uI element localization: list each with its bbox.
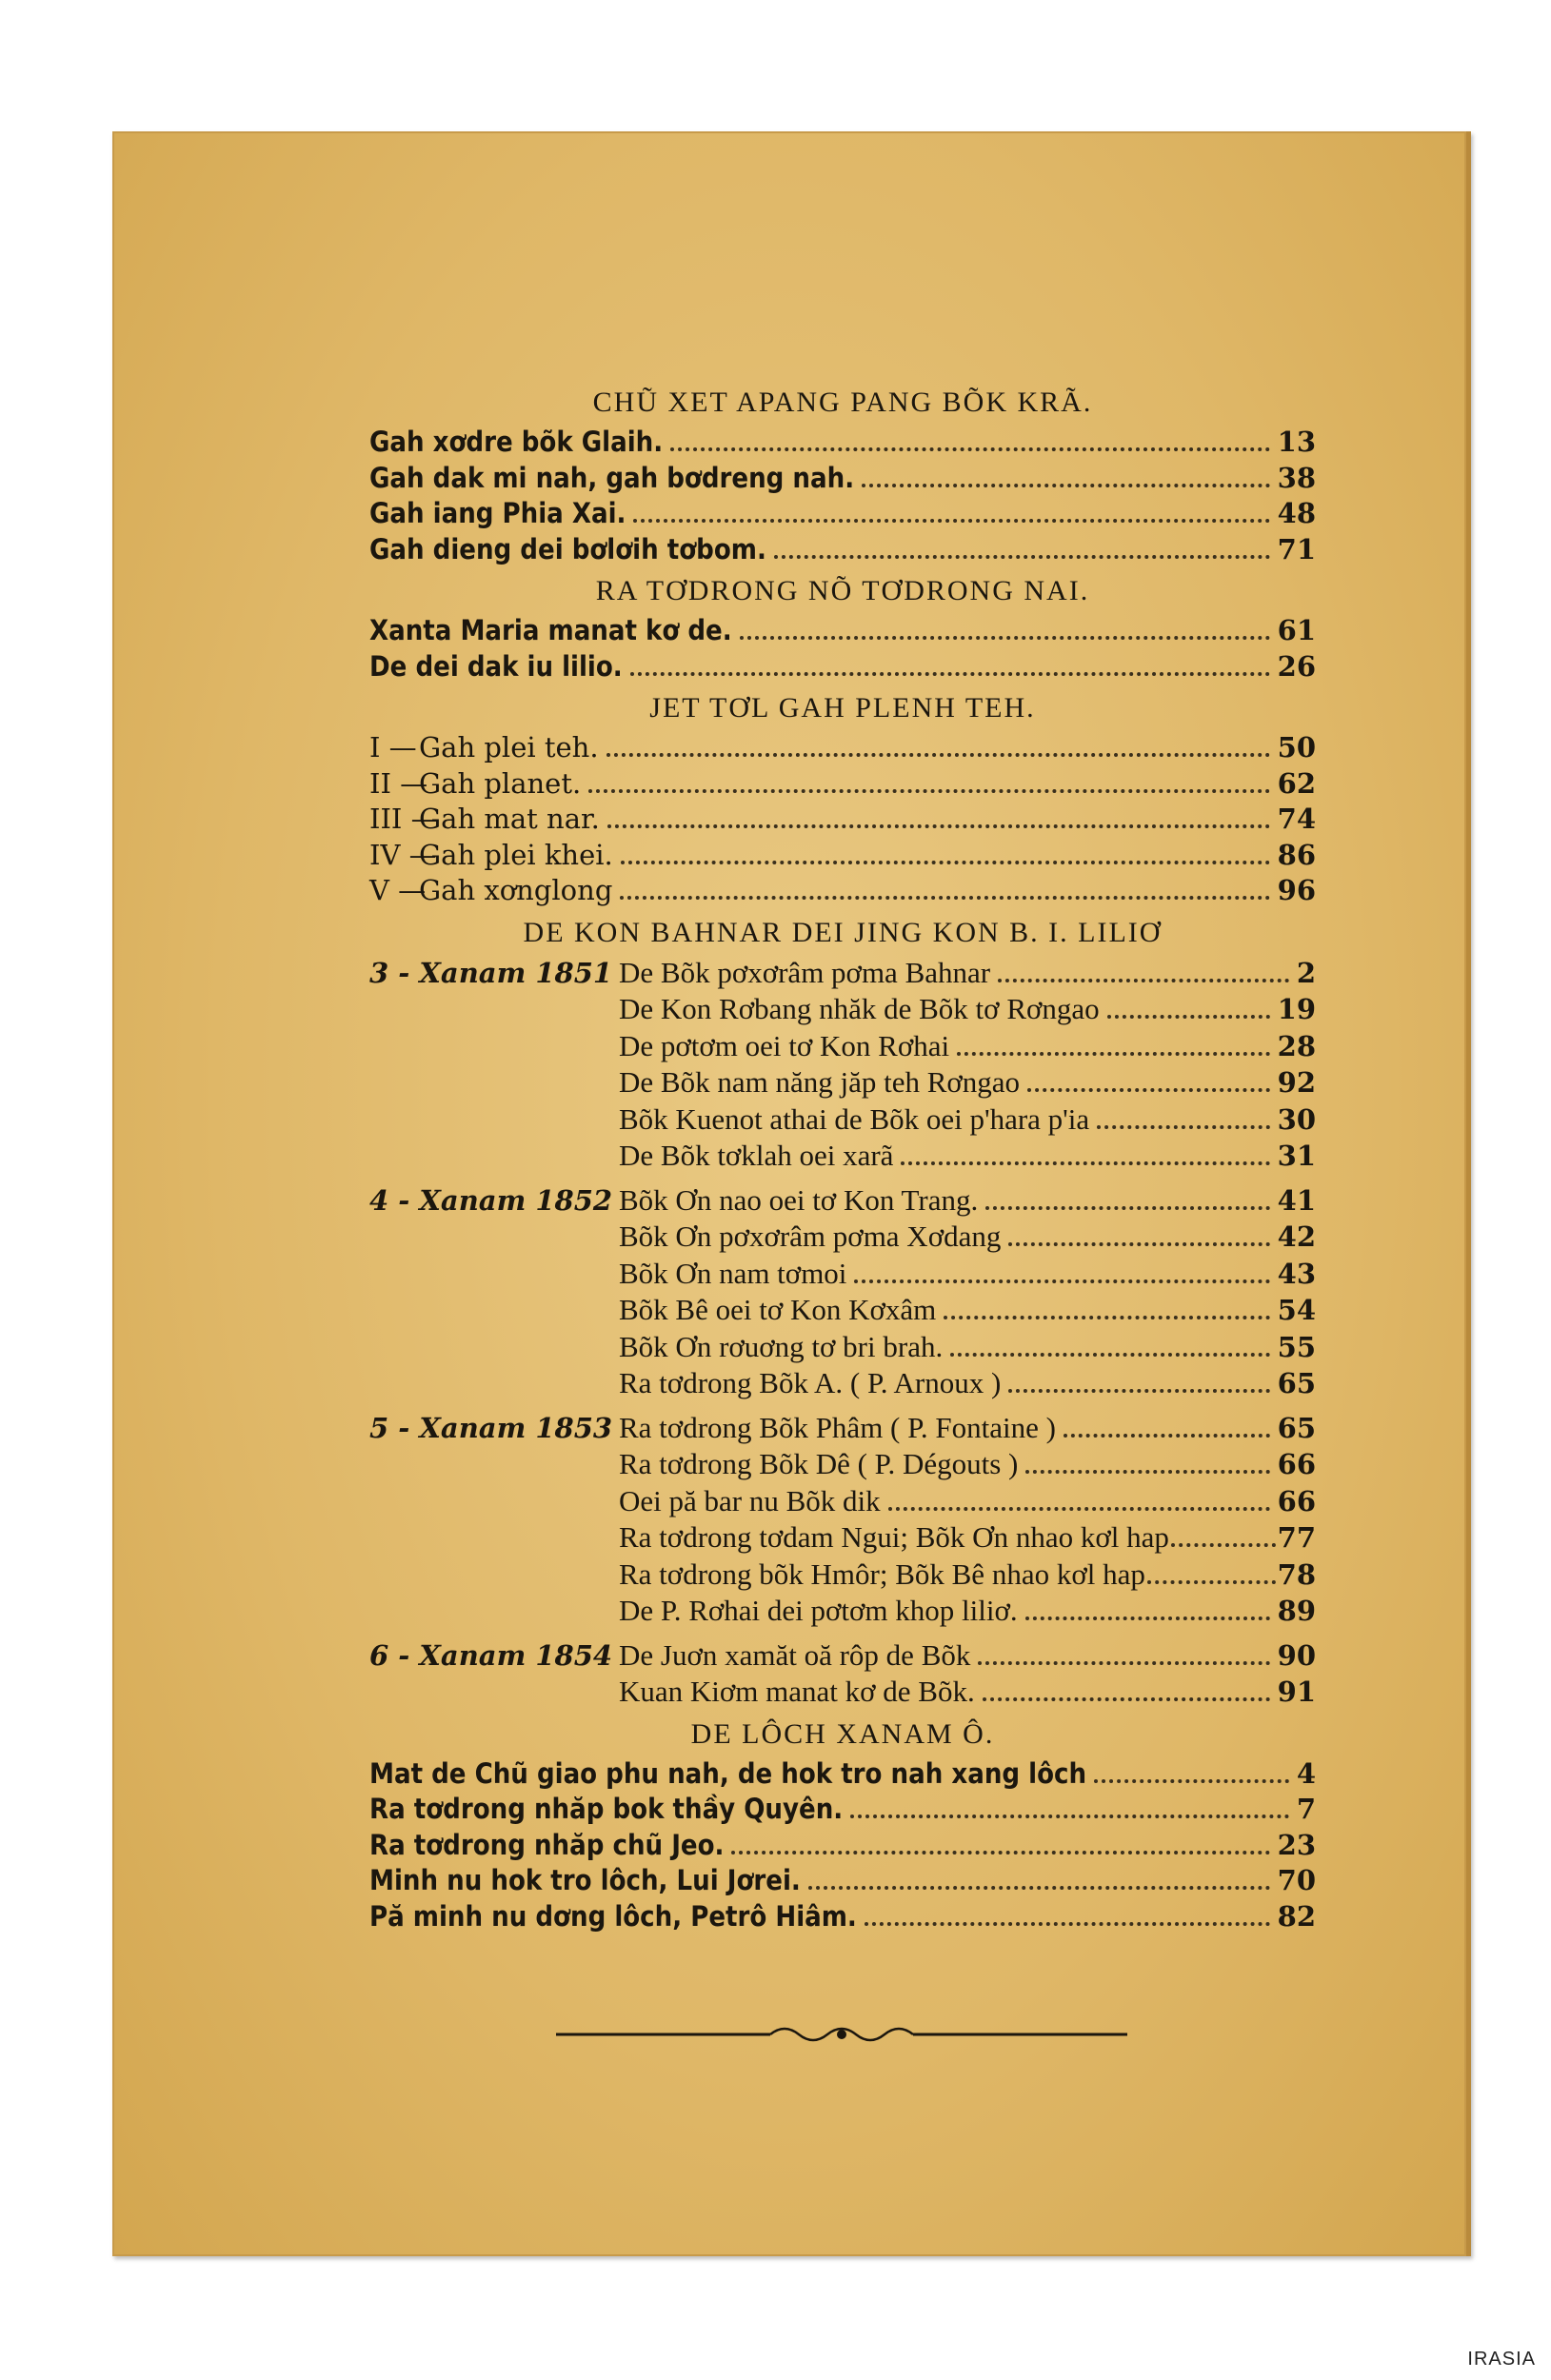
toc-entry: De Kon Rơbang nhăk de Bõk tơ Rơngao 19 [369, 991, 1316, 1028]
page-number: 65 [1277, 1411, 1316, 1444]
toc-entry: Bõk Ơn pơxơrâm pơma Xơdang 42 [369, 1219, 1316, 1256]
page-number: 31 [1277, 1140, 1316, 1172]
page-number: 96 [1277, 874, 1316, 906]
toc-entry: 5 - Xanam 1853 Ra tơdrong Bõk Phâm ( P. Fontaine ) 65 [369, 1410, 1316, 1447]
page-number: 28 [1277, 1029, 1316, 1062]
page-number: 66 [1277, 1484, 1316, 1517]
page-number: 54 [1277, 1294, 1316, 1326]
toc-entry: Ra tơdrong Bõk Dê ( P. Dégouts ) 66 [369, 1446, 1316, 1483]
page-number: 66 [1277, 1448, 1316, 1480]
ornament-divider [556, 2020, 1127, 2049]
toc-entry: IV —Gah plei khei. 86 [369, 838, 1316, 874]
toc-entry: Pă minh nu dơng lôch, Petrô Hiâm. 82 [369, 1899, 1316, 1935]
toc-entry: 6 - Xanam 1854 De Juơn xamăt oă rôp de Bõk 90 [369, 1637, 1316, 1675]
toc-entry: Ra tơdrong tơdam Ngui; Bõk Ơn nhao kơl hap 77 [369, 1519, 1316, 1557]
page-number: 42 [1277, 1220, 1316, 1253]
year-label: 5 - Xanam 1853 [369, 1411, 613, 1444]
watermark: IRASIA [1467, 2349, 1536, 2370]
toc-entry: Gah xơdre bõk Glaih. 13 [369, 425, 1316, 461]
toc-entry: 3 - Xanam 1851 De Bõk pơxơrâm pơma Bahnar 2 [369, 955, 1316, 992]
page-number: 13 [1277, 426, 1316, 458]
toc-entry: Minh nu hok tro lôch, Lui Jơrei. 70 [369, 1863, 1316, 1899]
toc-entry: Xanta Maria manat kơ de. 61 [369, 613, 1316, 649]
roman-numeral: I — [369, 731, 417, 764]
page-number: 89 [1277, 1595, 1316, 1627]
year-label: 3 - Xanam 1851 [369, 956, 613, 989]
page-number: 2 [1296, 956, 1316, 989]
section-title: JET TƠL GAH PLENH TEH. [649, 692, 1036, 724]
page-number: 19 [1277, 993, 1316, 1025]
page-number: 26 [1277, 649, 1316, 683]
section-title: CHŨ XET APANG PANG BÕK KRÃ. [592, 387, 1093, 418]
toc-entry: Gah dieng dei bơlơih tơbom. 71 [369, 532, 1316, 568]
page-number: 86 [1277, 838, 1316, 871]
table-of-contents [369, 379, 1316, 1934]
toc-entry: De pơtơm oei tơ Kon Rơhai 28 [369, 1028, 1316, 1065]
page-number: 23 [1277, 1828, 1316, 1861]
page-number: 90 [1277, 1638, 1316, 1672]
page-number: 48 [1277, 497, 1316, 529]
toc-entry: Ra tơdrong nhăp bok thầy Quyên. 7 [369, 1792, 1316, 1828]
toc-entry: Ra tơdrong Bõk A. ( P. Arnoux ) 65 [369, 1365, 1316, 1402]
toc-entry: Ra tơdrong bõk Hmôr; Bõk Bê nhao kơl hap 78 [369, 1557, 1316, 1594]
toc-entry: Gah iang Phia Xai. 48 [369, 496, 1316, 532]
page-number: 7 [1296, 1793, 1316, 1825]
page-number: 92 [1277, 1066, 1316, 1099]
page-number: 70 [1277, 1864, 1316, 1896]
page-number: 61 [1277, 614, 1316, 646]
section-title: DE LÔCH XANAM Ô. [690, 1717, 995, 1750]
section-title: RA TƠDRONG NÕ TƠDRONG NAI. [595, 575, 1090, 606]
toc-entry: De P. Rơhai dei pơtơm khop liliơ. 89 [369, 1593, 1316, 1630]
roman-numeral: V — [369, 874, 427, 906]
page-number: 38 [1277, 461, 1316, 494]
toc-entry: III —Gah mat nar. 74 [369, 802, 1316, 838]
page-number: 74 [1277, 803, 1316, 835]
toc-entry: Bõk Kuenot athai de Bõk oei p'hara p'ia 30 [369, 1101, 1316, 1139]
toc-entry: V —Gah xơnglong 96 [369, 873, 1316, 909]
page-number: 50 [1277, 731, 1316, 764]
page-number: 65 [1277, 1367, 1316, 1399]
roman-numeral: II — [369, 766, 428, 800]
toc-entry: Mat de Chũ giao phu nah, de hok tro nah xang lôch 4 [369, 1756, 1316, 1793]
page-number: 41 [1277, 1183, 1316, 1217]
page-number: 30 [1277, 1102, 1316, 1136]
toc-entry: Bõk Bê oei tơ Kon Kơxâm 54 [369, 1292, 1316, 1329]
toc-entry: De Bõk tơklah oei xarã 31 [369, 1138, 1316, 1175]
section-title: DE KON BAHNAR DEI JING KON B. I. LILIƠ [523, 916, 1163, 948]
toc-entry: II —Gah planet. 62 [369, 766, 1316, 803]
toc-entry: 4 - Xanam 1852 Bõk Ơn nao oei tơ Kon Trang. 41 [369, 1182, 1316, 1220]
roman-numeral: III — [369, 803, 439, 835]
page-number: 82 [1277, 1899, 1316, 1933]
page-number: 78 [1277, 1557, 1316, 1591]
page-number: 62 [1277, 766, 1316, 800]
toc-entry: I —Gah plei teh. 50 [369, 730, 1316, 766]
page-number: 71 [1277, 532, 1316, 565]
page-number: 55 [1277, 1330, 1316, 1363]
toc-entry: Gah dak mi nah, gah bơdreng nah. 38 [369, 461, 1316, 497]
toc-entry: De Bõk nam năng jăp teh Rơngao 92 [369, 1064, 1316, 1101]
toc-entry: Ra tơdrong nhăp chũ Jeo. 23 [369, 1828, 1316, 1864]
toc-entry: Bõk Ơn rơuơng tơ bri brah. 55 [369, 1329, 1316, 1366]
toc-entry: Kuan Kiơm manat kơ de Bõk. 91 [369, 1674, 1316, 1711]
page-number: 43 [1277, 1257, 1316, 1290]
roman-numeral: IV — [369, 838, 437, 871]
page-number: 77 [1277, 1521, 1316, 1554]
toc-entry: Oei pă bar nu Bõk dik 66 [369, 1483, 1316, 1520]
page-number: 91 [1277, 1676, 1316, 1708]
toc-entry: Bõk Ơn nam tơmoi 43 [369, 1256, 1316, 1293]
toc-entry: De dei dak iu lilio. 26 [369, 649, 1316, 685]
page-number: 4 [1296, 1756, 1316, 1790]
year-label: 6 - Xanam 1854 [369, 1638, 613, 1672]
year-label: 4 - Xanam 1852 [369, 1183, 613, 1217]
